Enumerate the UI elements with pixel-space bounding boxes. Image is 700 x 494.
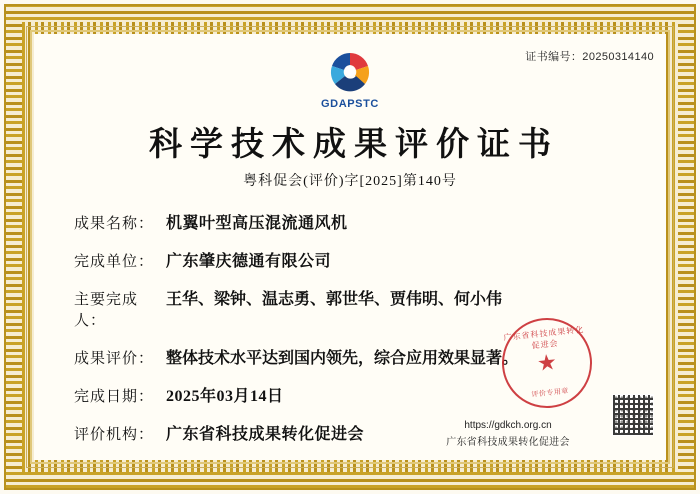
seal-star-icon: ★ <box>535 349 559 376</box>
footer-url: https://gdkch.org.cn <box>464 420 552 431</box>
field-value-achievement-name: 机翼叶型高压混流通风机 <box>166 215 348 232</box>
logo-wordmark: GDAPSTC <box>321 98 379 110</box>
field-label-completing-unit: 完成单位： <box>74 254 155 270</box>
certificate-number: 证书编号：20250314140 <box>525 51 654 63</box>
footer-organization: 广东省科技成果转化促进会 <box>446 437 570 448</box>
field-label-evaluating-body: 评价机构： <box>74 427 155 443</box>
field-label-evaluation: 成果评价： <box>74 351 155 367</box>
field-value-evaluation: 整体技术水平达到国内领先，综合应用效果显著。 <box>166 350 519 367</box>
seal-top-text: 广东省科技成果转化促进会 <box>503 324 585 351</box>
footer-info <box>398 420 618 448</box>
field-row <box>74 248 626 271</box>
organization-logo <box>34 50 666 110</box>
page-title: 科学技术成果评价证书 <box>149 127 559 163</box>
certificate-body <box>34 34 666 460</box>
field-label-completion-date: 完成日期： <box>74 389 155 405</box>
qr-code-pattern <box>613 395 653 435</box>
field-value-completing-unit: 广东肇庆德通有限公司 <box>166 253 332 270</box>
field-label-achievement-name: 成果名称： <box>74 216 155 232</box>
field-value-completion-date: 2025年03月14日 <box>166 388 284 405</box>
field-label-main-contributors: 主要完成人： <box>74 292 139 329</box>
field-row <box>74 210 626 233</box>
qr-code <box>612 394 654 436</box>
field-value-main-contributors: 王华、梁钟、温志勇、郭世华、贾伟明、何小伟 <box>166 291 503 308</box>
gdapstc-logo-icon <box>318 50 382 96</box>
seal-bottom-text: 评价专用章 <box>531 386 570 399</box>
field-value-evaluating-body: 广东省科技成果转化促进会 <box>166 426 365 443</box>
page-subtitle: 粤科促会(评价)字[2025]第140号 <box>243 174 457 189</box>
